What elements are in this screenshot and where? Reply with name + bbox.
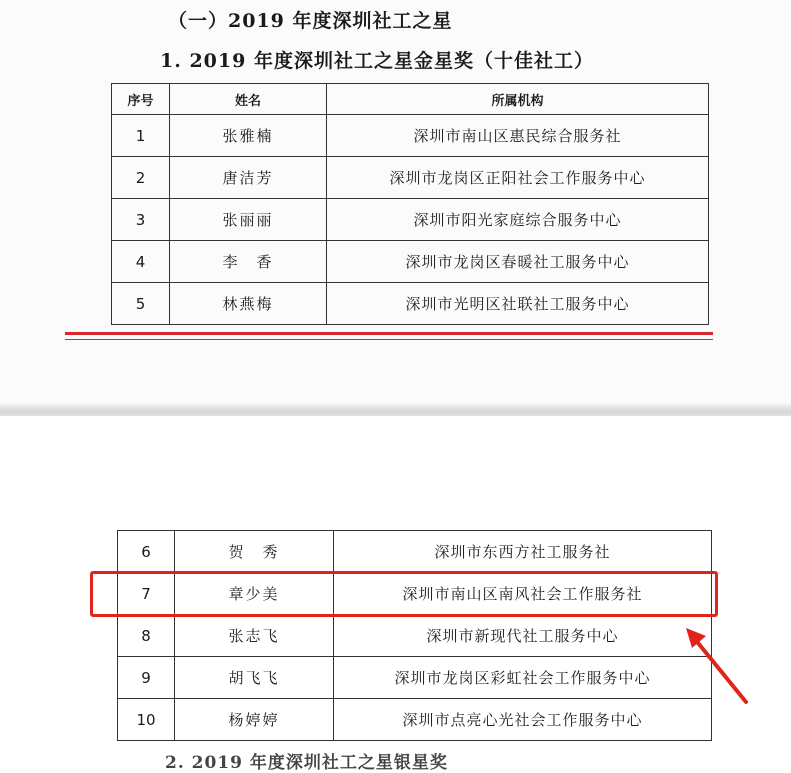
table-row: [118, 699, 712, 741]
row-index: 10: [118, 699, 175, 741]
row-index: 8: [118, 615, 175, 657]
row-organization: 深圳市阳光家庭综合服务中心: [327, 199, 709, 241]
row-name: 胡飞飞: [175, 657, 334, 699]
header-index: 序号: [112, 84, 170, 115]
row-name: 李 香: [170, 241, 327, 283]
row-index: 7: [118, 573, 175, 615]
row-index: 5: [112, 283, 170, 325]
row-name: 唐洁芳: [170, 157, 327, 199]
row-index: 3: [112, 199, 170, 241]
row-index: 9: [118, 657, 175, 699]
highlight-box: [90, 571, 718, 617]
award-table-part-1: [111, 83, 709, 325]
table-row: [112, 115, 709, 157]
table-row: [112, 283, 709, 325]
row-index: 4: [112, 241, 170, 283]
row-name: 章少美: [175, 573, 334, 615]
row-index: 1: [112, 115, 170, 157]
row-name: 张丽丽: [170, 199, 327, 241]
row-name: 杨婷婷: [175, 699, 334, 741]
table-header-row: [112, 84, 709, 115]
row-organization: 深圳市东西方社工服务社: [334, 531, 712, 573]
red-rule-thin: [65, 339, 713, 340]
table-row: [118, 657, 712, 699]
row-organization: 深圳市新现代社工服务中心: [334, 615, 712, 657]
row-organization: 深圳市龙岗区正阳社会工作服务中心: [327, 157, 709, 199]
row-name: 张雅楠: [170, 115, 327, 157]
row-index: 6: [118, 531, 175, 573]
header-organization: 所属机构: [327, 84, 709, 115]
table-row: [118, 531, 712, 573]
row-index: 2: [112, 157, 170, 199]
row-organization: 深圳市光明区社联社工服务中心: [327, 283, 709, 325]
row-name: 张志飞: [175, 615, 334, 657]
row-organization: 深圳市龙岗区彩虹社会工作服务中心: [334, 657, 712, 699]
arrow-icon: [680, 620, 760, 710]
table-row: [118, 615, 712, 657]
row-organization: 深圳市南山区南风社会工作服务社: [334, 573, 712, 615]
table-row: [112, 241, 709, 283]
award-table-part-2: [117, 530, 712, 741]
table-row: [112, 157, 709, 199]
next-section-heading-partial: 2. 2019 年度深圳社工之星银星奖: [165, 753, 448, 773]
row-organization: 深圳市点亮心光社会工作服务中心: [334, 699, 712, 741]
award-heading: 1. 2019 年度深圳社工之星金星奖（十佳社工）: [160, 50, 594, 72]
row-name: 贺 秀: [175, 531, 334, 573]
section-heading: （一）2019 年度深圳社工之星: [168, 10, 453, 32]
red-rule-thick: [65, 332, 713, 335]
row-name: 林燕梅: [170, 283, 327, 325]
header-name: 姓名: [170, 84, 327, 115]
table-row: [112, 199, 709, 241]
row-organization: 深圳市南山区惠民综合服务社: [327, 115, 709, 157]
row-organization: 深圳市龙岗区春暖社工服务中心: [327, 241, 709, 283]
